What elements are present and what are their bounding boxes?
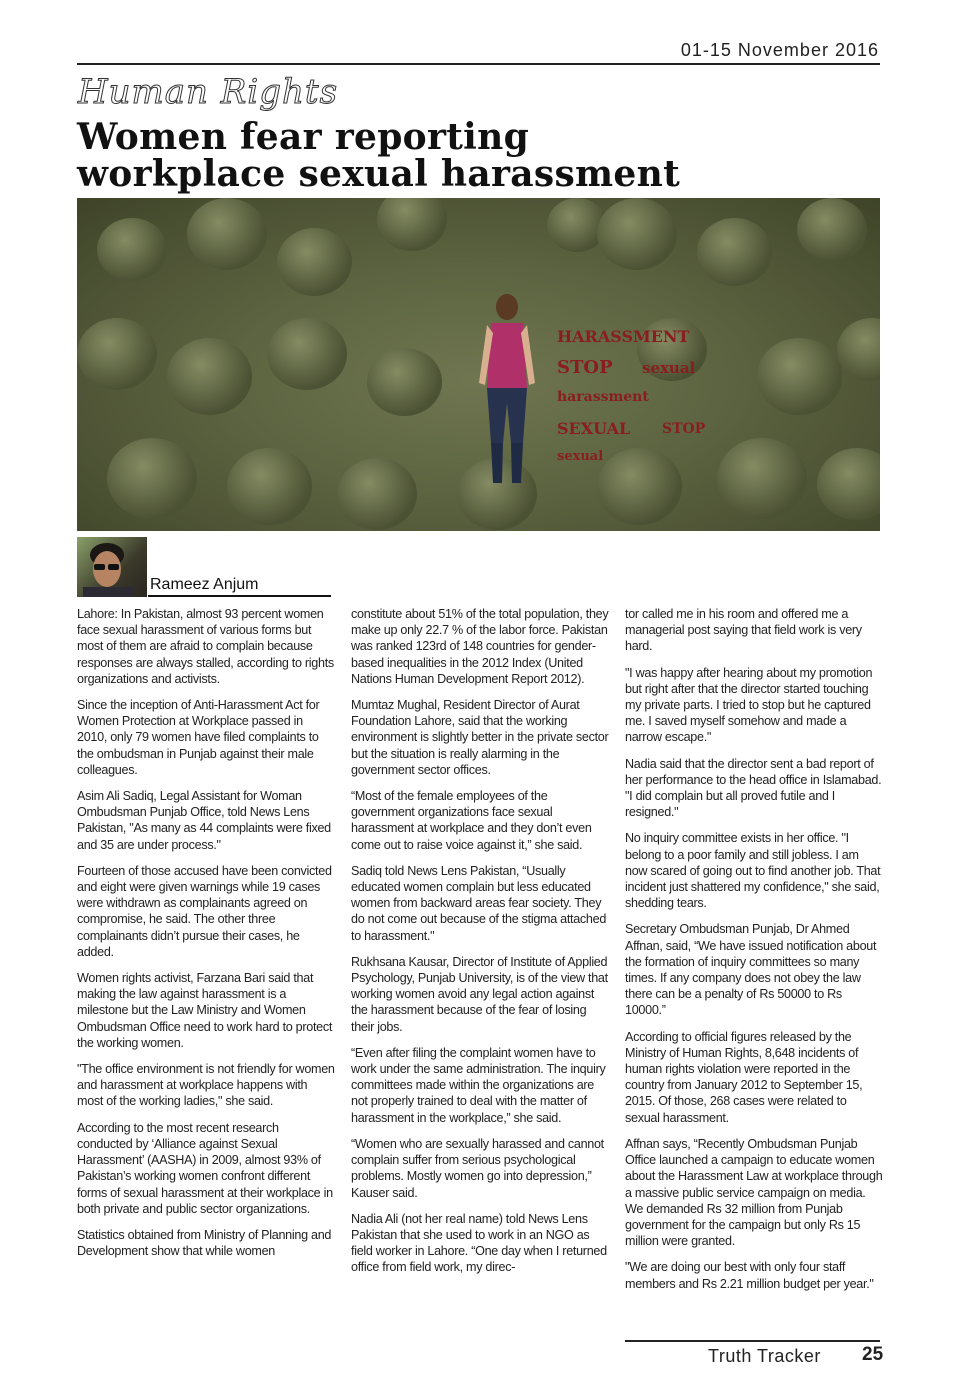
image-word: harassment <box>557 389 649 405</box>
crowd-head <box>757 338 842 415</box>
title-line-1: Women fear reporting <box>77 116 530 158</box>
crowd-head <box>697 218 772 286</box>
author-name: Rameez Anjum <box>150 576 259 593</box>
author-rule <box>148 595 331 597</box>
paragraph: Since the inception of Anti-Harassment Act for Women Protection at Workplace passed in 2010, only 79 women have filed complaints to the ombudsman in Punjab against their male colleagues. <box>77 698 320 777</box>
crowd-head <box>367 348 442 416</box>
paragraph: Rukhsana Kausar, Director of Institute of Applied Psychology, Punjab University, is of the view that working women avoid any legal action against the harassment because of the fear of losing their jobs. <box>351 954 608 1034</box>
crowd-head <box>267 318 347 390</box>
crowd-head <box>817 448 880 520</box>
crowd-head <box>377 198 447 251</box>
crowd-head <box>77 318 157 390</box>
paragraph: “Women who are sexually harassed and cannot complain suffer from serious psychological problems. Mostly women go into depression,” Kauser said. <box>351 1136 604 1200</box>
paragraph: tor called me in his room and offered me a managerial post saying that field work is very hard. <box>625 607 862 654</box>
crowd-head <box>227 448 312 525</box>
paragraph: Fourteen of those accused have been convicted and eight were given warnings while 19 cases were withdrawn as complainants agreed on compromise, he said. The other three complainants didn’t pursue their cases, he added. <box>77 863 332 959</box>
crowd-head <box>277 228 352 296</box>
article-title <box>77 116 681 195</box>
paragraph: No inquiry committee exists in her office. "I belong to a poor family and still jobless. I am now scared of going out to find another job. That incident just shattered my confidence," she said, shedding tears. <box>625 831 881 911</box>
publication-name: Truth Tracker <box>708 1346 821 1366</box>
crowd-head <box>107 438 197 519</box>
title-line-2: workplace sexual harassment <box>77 153 681 195</box>
paragraph: Statistics obtained from Ministry of Planning and Development show that while women <box>77 1227 332 1259</box>
image-word: HARASSMENT <box>557 327 690 346</box>
paragraph: Affnan says, “Recently Ombudsman Punjab Office launched a campaign to educate women about the Harassment Law at workplace through a massive public service campaign on media. We demanded Rs 32 million from Punjab government for the campaign but only Rs 15 million were granted. <box>625 1136 883 1249</box>
paragraph: Nadia Ali (not her real name) told News Lens Pakistan that she used to work in an NGO as field worker in Lahore. “One day when I returned office from field work, my direc- <box>351 1211 607 1275</box>
hero-image <box>77 198 880 531</box>
crowd-head <box>597 198 677 270</box>
paragraph: "The office environment is not friendly for women and harassment at workplace happens with most of the working ladies," she said. <box>77 1062 335 1109</box>
paragraph: According to official figures released by the Ministry of Human Rights, 8,648 incidents of human rights violation were reported in the country from January 2012 to September 15, 2015. Of those, 268 cases were related to sexual harassment. <box>625 1029 863 1125</box>
paragraph: Secretary Ombudsman Punjab, Dr Ahmed Affnan, said, “We have issued notification about the formation of inquiry committees so many times. If any company does not obey the law there can be a penalty of Rs 50000 to Rs 10000.” <box>625 922 877 1018</box>
image-word: sexual <box>642 359 696 377</box>
header-rule <box>77 63 880 65</box>
page-number: 25 <box>862 1344 884 1365</box>
paragraph: constitute about 51% of the total population, they make up only 22.7 % of the labor force. Pakistan was ranked 123rd of 148 countries for gender-based inequalities in the 2012 Index (United Nations Human Development Report 2012). <box>351 607 609 686</box>
issue-date: 01-15 November 2016 <box>680 40 879 60</box>
woman-figure <box>477 293 537 493</box>
crowd-head <box>717 438 807 519</box>
crowd-head <box>837 318 880 381</box>
crowd-head <box>187 198 267 270</box>
paragraph: "We are doing our best with only four staff members and Rs 2.21 million budget per year." <box>625 1260 874 1291</box>
column-2 <box>351 606 609 1286</box>
crowd-head <box>337 458 417 530</box>
paragraph: Nadia said that the director sent a bad report of her performance to the head office in Islamabad. "I did complain but all proved futile and I resigned." <box>625 756 882 820</box>
section-label: Human Rights <box>78 72 339 112</box>
footer-rule <box>625 1340 880 1342</box>
paragraph: Lahore: In Pakistan, almost 93 percent women face sexual harassment of various forms but most of them are afraid to complain because responses are always stalled, according to rights organizations and activists. <box>77 607 334 686</box>
crowd-head <box>167 338 252 415</box>
image-word: SEXUAL <box>557 419 631 438</box>
paragraph: Women rights activist, Farzana Bari said that making the law against harassment is a milestone but the Law Ministry and Women Ombudsman Office need to work hard to protect the working women. <box>77 971 333 1050</box>
author-photo <box>77 537 147 597</box>
image-word: STOP <box>662 421 706 437</box>
author-portrait-icon <box>77 537 147 597</box>
paragraph: "I was happy after hearing about my promotion but right after that the director started touching my private parts. I tried to stop but he captured me. I saved myself somehow and made a narrow escape." <box>625 665 873 745</box>
paragraph: According to the most recent research conducted by ‘Alliance against Sexual Harassment’ (AASHA) in 2009, almost 93% of Pakistan’s working women confront different forms of sexual harassment at their workplace in both private and public sector organizations. <box>77 1120 333 1216</box>
paragraph: “Most of the female employees of the government organizations face sexual harassment at workplace and they don’t even come out to raise voice against it,” she said. <box>351 789 592 852</box>
paragraph: Sadiq told News Lens Pakistan, “Usually educated women complain but less educated women from backward areas fear society. They do not come out because of the stigma attached to harassment." <box>351 863 607 943</box>
paragraph: Asim Ali Sadiq, Legal Assistant for Woman Ombudsman Punjab Office, told News Lens Pakistan, "As many as 44 complaints were fixed and 35 are under process." <box>77 789 331 852</box>
image-word: STOP <box>557 357 613 378</box>
crowd-head <box>597 448 682 525</box>
crowd-head <box>97 218 167 281</box>
image-word: sexual <box>557 449 604 464</box>
crowd-head <box>797 198 867 261</box>
paragraph: Mumtaz Mughal, Resident Director of Aurat Foundation Lahore, said that the working environment is slightly better in the private sector but the situation is really alarming in the government sector offices. <box>351 698 609 777</box>
column-1 <box>77 606 335 1269</box>
column-3 <box>625 606 883 1302</box>
paragraph: “Even after filing the complaint women have to work under the same administration. The inquiry committees made within the organizations are not properly trained to deal with the matter of harassment in the workplace,” she said. <box>351 1045 606 1125</box>
